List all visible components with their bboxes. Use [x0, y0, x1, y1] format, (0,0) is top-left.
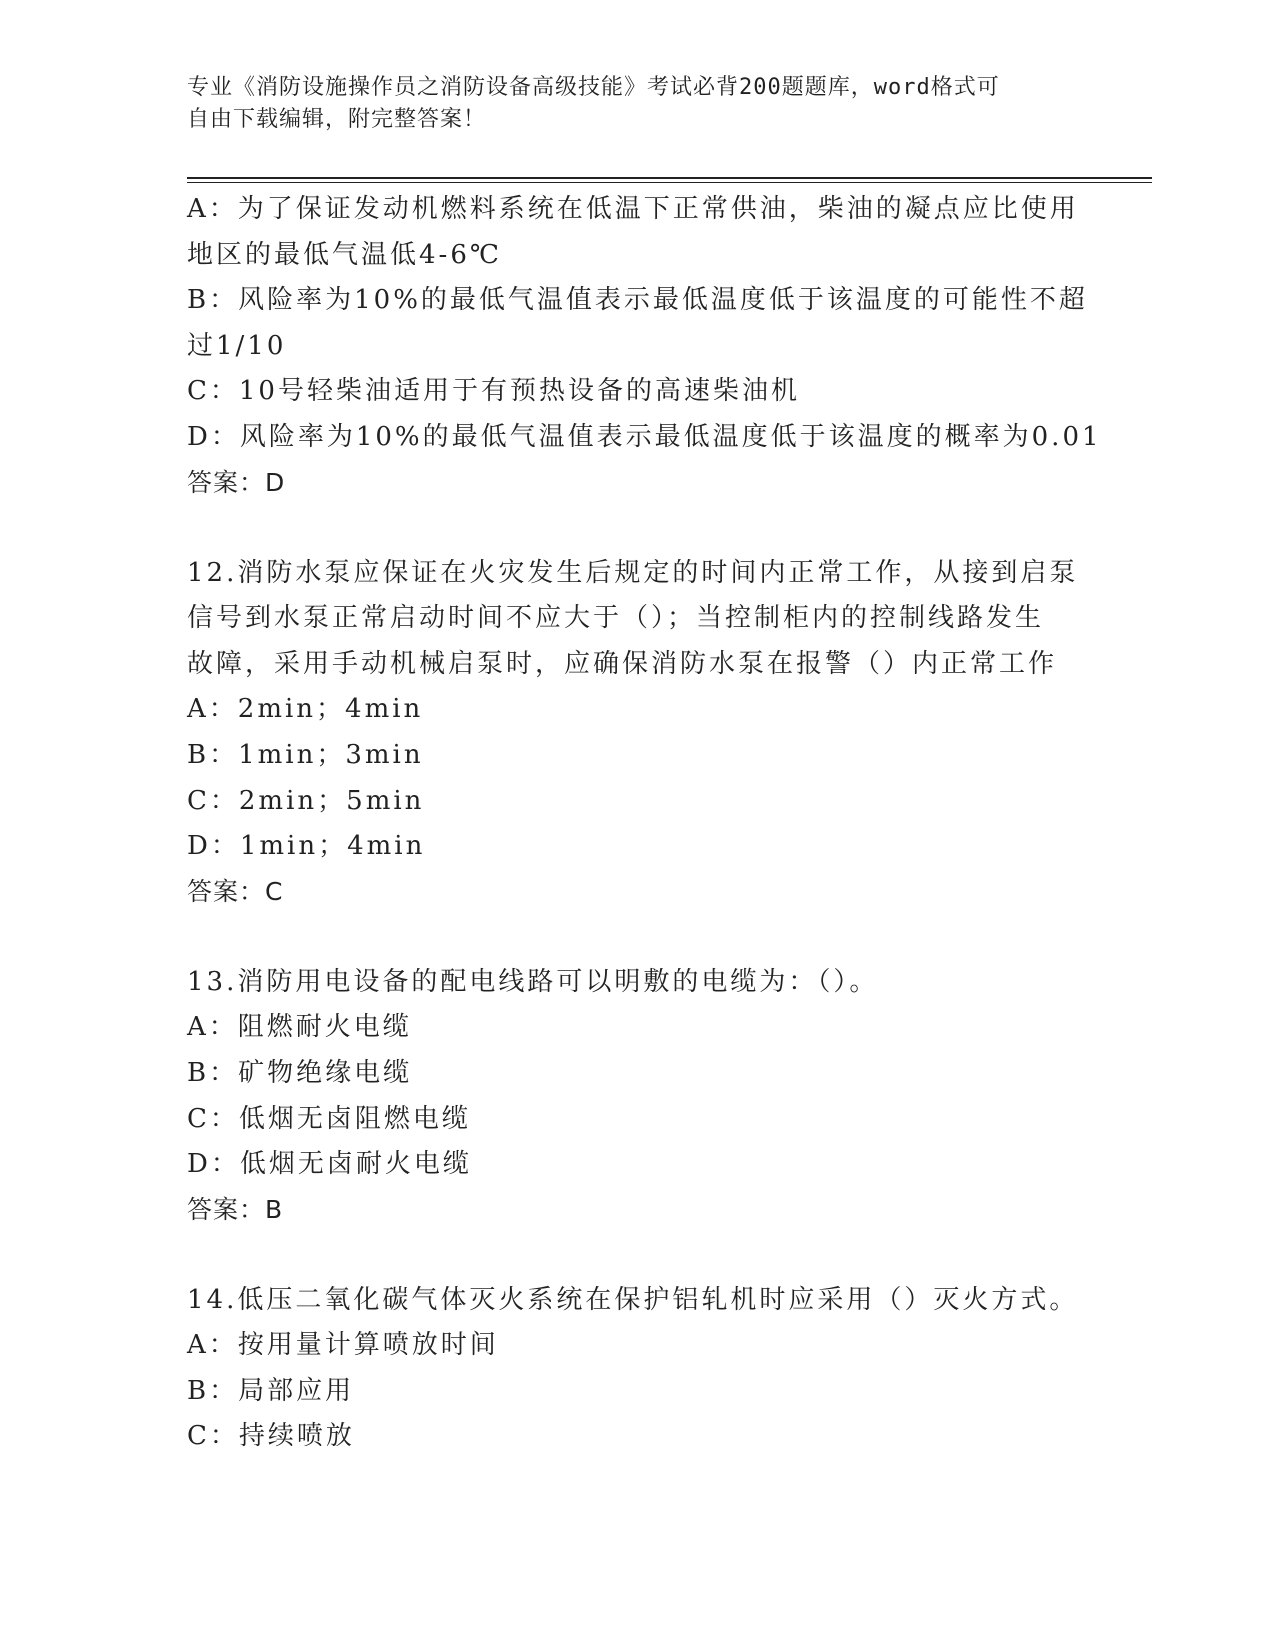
spacer [187, 1232, 1087, 1278]
option-c: C：2min；5min [187, 785, 425, 816]
option-d: D：低烟无卤耐火电缆 [187, 1149, 472, 1180]
question-14 [187, 1278, 1087, 1460]
question-13 [187, 960, 1087, 1232]
header-title-line-2: 自由下载编辑，附完整答案！ [187, 107, 487, 132]
option-b: B：1min；3min [187, 739, 424, 770]
question-text-line-3: 故障，采用手动机械启泵时，应确保消防水泵在报警（）内正常工作 [187, 648, 1058, 679]
document-header [187, 72, 1067, 136]
answer: 答案：B [187, 1194, 284, 1224]
option-d: D：风险率为10%的最低气温值表示最低温度低于该温度的概率为0.01 [187, 421, 1102, 452]
option-c: C：持续喷放 [187, 1421, 355, 1452]
question-text-line-1: 12.消防水泵应保证在火灾发生后规定的时间内正常工作，从接到启泵 [187, 557, 1079, 588]
question-12 [187, 551, 1087, 914]
option-c: C：低烟无卤阻燃电缆 [187, 1103, 471, 1134]
question-11 [187, 187, 1102, 505]
option-b: B：局部应用 [187, 1375, 355, 1406]
answer: 答案：D [187, 467, 286, 497]
option-a: A：2min；4min [187, 694, 424, 725]
option-a-line-1: A：为了保证发动机燃料系统在低温下正常供油，柴油的凝点应比使用 [187, 194, 1079, 224]
option-a: A：阻燃耐火电缆 [187, 1012, 412, 1043]
option-b-line-1: B：风险率为10%的最低气温值表示最低温度低于该温度的可能性不超 [187, 285, 1088, 316]
header-title-line-1: 专业《消防设施操作员之消防设备高级技能》考试必背200题题库，word格式可 [187, 75, 1000, 100]
option-b-line-2: 过1/10 [187, 330, 287, 361]
option-b: B：矿物绝缘电缆 [187, 1057, 413, 1088]
option-a: A：按用量计算喷放时间 [187, 1330, 499, 1361]
question-text: 13.消防用电设备的配电线路可以明敷的电缆为：（）。 [187, 966, 879, 997]
answer: 答案：C [187, 876, 284, 906]
spacer [187, 914, 1087, 960]
question-list [187, 187, 1102, 1460]
option-d: D：1min；4min [187, 831, 426, 862]
option-c: C：10号轻柴油适用于有预热设备的高速柴油机 [187, 376, 800, 407]
header-divider-thick [187, 177, 1152, 179]
option-a-line-2: 地区的最低气温低4-6℃ [187, 239, 502, 270]
header-divider-thin [187, 182, 1152, 183]
question-text: 14.低压二氧化碳气体灭火系统在保护铝轧机时应采用（）灭火方式。 [187, 1284, 1079, 1315]
spacer [187, 505, 1087, 551]
question-text-line-2: 信号到水泵正常启动时间不应大于（）；当控制柜内的控制线路发生 [187, 603, 1045, 634]
